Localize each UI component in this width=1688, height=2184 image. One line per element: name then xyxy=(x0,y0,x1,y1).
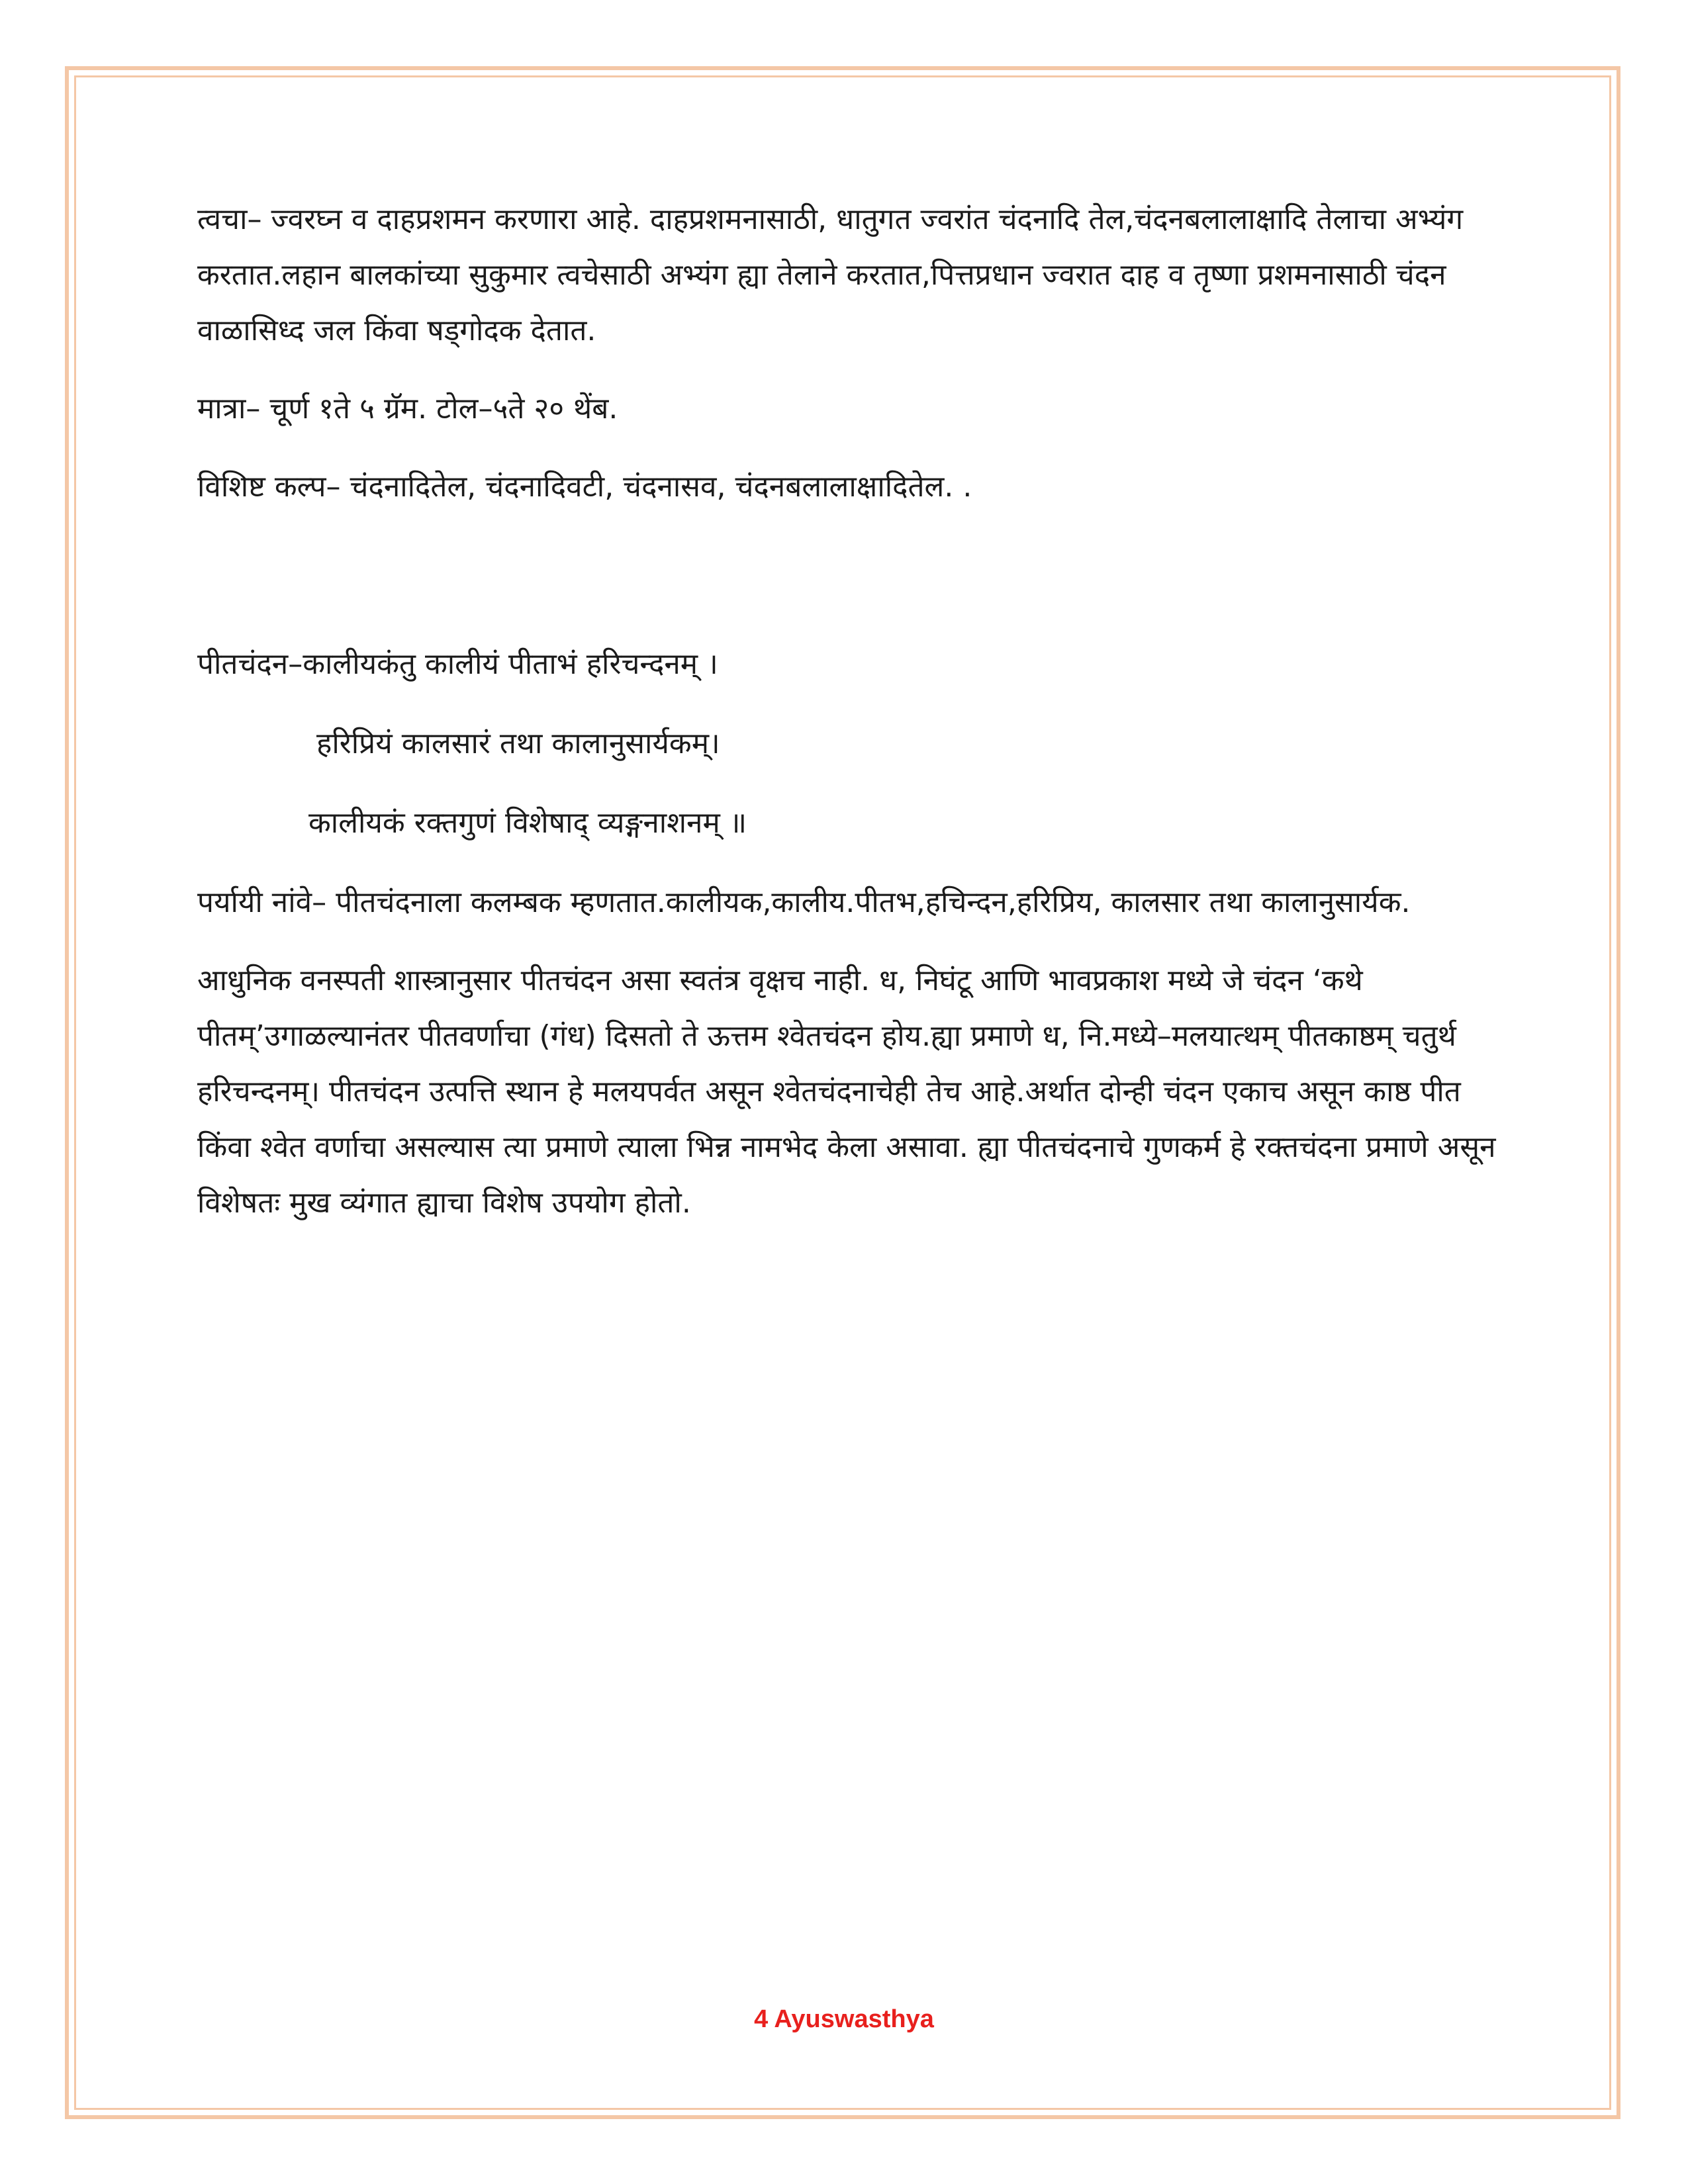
label-vishisht-kalpa: विशिष्ट कल्प– xyxy=(197,470,341,504)
text-vishisht-kalpa: चंदनादितेल, चंदनादिवटी, चंदनासव, चंदनबलालाक्षादितेल. . xyxy=(340,470,972,504)
verse-line-2: हरिप्रियं कालसारं तथा कालानुसार्यकम्। xyxy=(316,727,720,760)
text-tvacha: ज्वरघ्न व दाहप्रशमन करणारा आहे. दाहप्रशमनासाठी, धातुगत ज्वरांत चंदनादि तेल,चंदनबलालाक्षादि तेलाचा अभ्यंग करतात.लहान बालकांच्या सुकुमार त्वचेसाठी अभ्यंग ह्या तेलाने करतात,पित्तप्रधान ज्वरात दाह व तृष्णा प्रशमनासाठी चंदन वाळासिध्द जल किंवा षड्गोदक देतात. xyxy=(197,203,1464,347)
text-matra: चूर्ण १ते ५ ग्रॅम. टोल–५ते २० थेंब. xyxy=(260,392,618,426)
label-paryayi-nave: पर्यायी नांवे– xyxy=(197,886,327,919)
label-tvacha: त्वचा– xyxy=(197,203,262,236)
text-paryayi-nave: पीतचंदनाला कलम्बक म्हणतात.कालीयक,कालीय.पीतभ,हचिन्दन,हरिप्रिय, कालसार तथा कालानुसार्यक. xyxy=(326,886,1411,919)
paragraph-paryayi-nave xyxy=(197,875,1508,931)
label-matra: मात्रा– xyxy=(197,392,261,426)
document-body xyxy=(197,192,1508,1253)
paragraph-adhunik: आधुनिक वनस्पती शास्त्रानुसार पीतचंदन असा स्वतंत्र वृक्षच नाही. ध, निघंटू आणि भावप्रकाश मध्ये जे चंदन ‘कथे पीतम्’उगाळल्यानंतर पीतवर्णाचा (गंध) दिसतो ते ऊत्तम श्वेतचंदन होय.ह्या प्रमाणे ध, नि.मध्ये–मलयात्थम् पीतकाष्ठम् चतुर्थ हरिचन्दनम्। पीतचंदन उत्पत्ति स्थान हे मलयपर्वत असून श्वेतचंदनाचेही तेच आहे.अर्थात दोन्ही चंदन एकाच असून काष्ठ पीत किंवा श्वेत वर्णाचा असल्यास त्या प्रमाणे त्याला भिन्न नामभेद केला असावा. ह्या पीतचंदनाचे गुणकर्म हे रक्तचंदना प्रमाणे असून विशेषतः मुख व्यंगात ह्याचा विशेष उपयोग होतो. xyxy=(197,964,1496,1220)
spacer xyxy=(197,537,1508,637)
verse-line-3: कालीयकं रक्तगुणं विशेषाद् व्यङ्गनाशनम् ॥ xyxy=(308,806,747,840)
page-footer: 4 Ayuswasthya xyxy=(754,2005,934,2033)
paragraph-tvacha xyxy=(197,192,1508,359)
paragraph-matra xyxy=(197,381,1508,437)
verse-line-1: पीतचंदन–कालीयकंतु कालीयं पीताभं हरिचन्दनम् । xyxy=(197,647,718,681)
paragraph-vishisht-kalpa xyxy=(197,459,1508,515)
